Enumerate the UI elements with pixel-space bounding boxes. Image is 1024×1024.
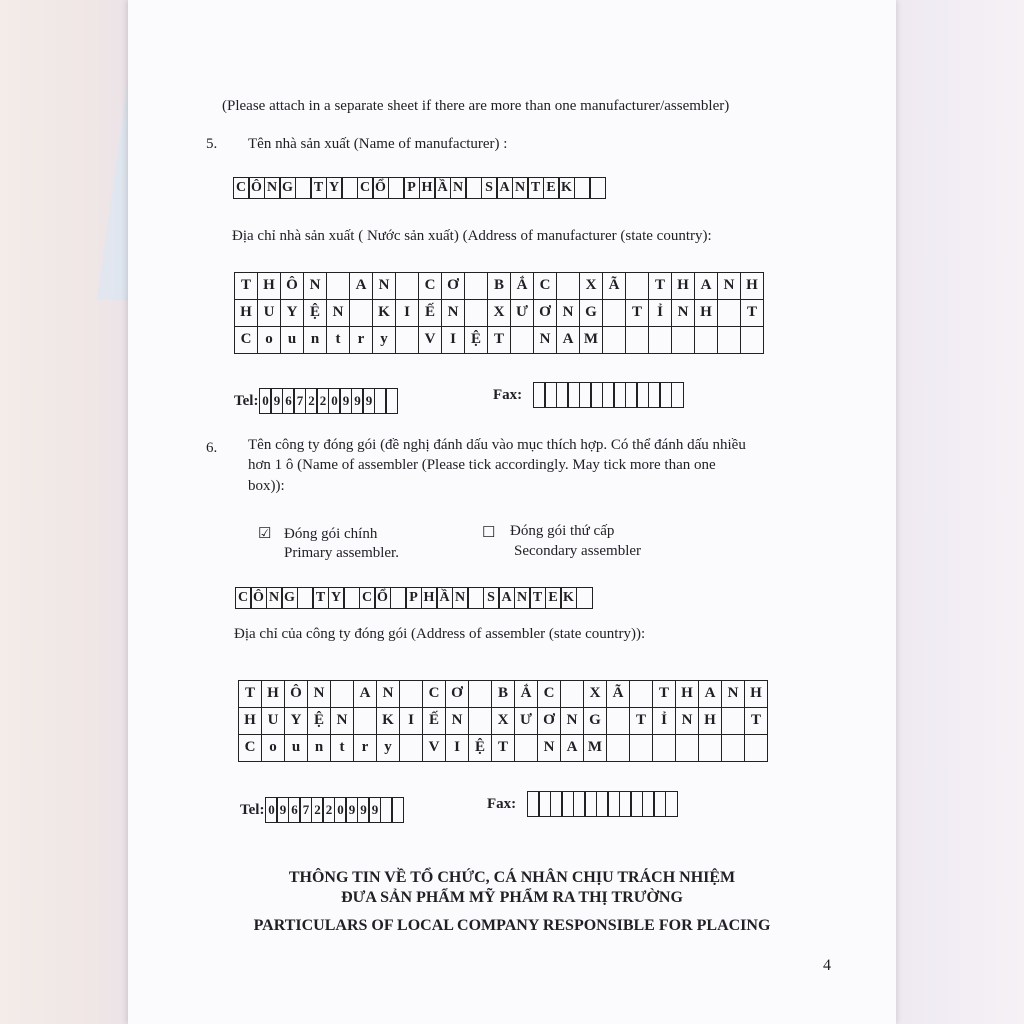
address-cell: u (285, 735, 308, 761)
address-cell: Ỉ (649, 300, 672, 326)
address-cell (561, 681, 584, 707)
letter-box: T (310, 177, 327, 199)
letter-box (343, 587, 360, 609)
address-cell: K (373, 300, 396, 326)
tel-digit-box: 7 (299, 797, 312, 823)
address-cell (511, 327, 534, 353)
address-cell (630, 681, 653, 707)
letter-box: T (312, 587, 329, 609)
letter-box (388, 177, 405, 199)
address-cell: Y (285, 708, 308, 734)
address-cell: Ệ (465, 327, 488, 353)
fax-label: Fax: (493, 386, 523, 403)
address-cell: N (304, 273, 327, 299)
secondary-label-vi: Đóng gói thứ cấp (510, 523, 615, 539)
address-cell: n (308, 735, 331, 761)
address-cell: N (676, 708, 699, 734)
address-cell: H (235, 300, 258, 326)
address-cell (649, 327, 672, 353)
address-cell: C (235, 327, 258, 353)
tel-label: Tel: (240, 801, 265, 818)
secondary-label-en: Secondary assembler (514, 543, 642, 559)
address-cell (745, 735, 768, 761)
letter-box (341, 177, 358, 199)
address-cell: Ã (607, 681, 630, 707)
address-cell: N (331, 708, 354, 734)
address-cell: N (308, 681, 331, 707)
letter-box: E (543, 177, 560, 199)
address-cell (354, 708, 377, 734)
address-cell: I (400, 708, 423, 734)
letter-box: S (483, 587, 500, 609)
address-cell: r (350, 327, 373, 353)
address-cell (469, 681, 492, 707)
address-cell (741, 327, 764, 353)
address-grid-row (239, 735, 768, 761)
address-cell: H (676, 681, 699, 707)
address-cell: H (695, 300, 718, 326)
letter-box (467, 587, 484, 609)
assembler-title-line-3: box)): (248, 478, 285, 494)
address-cell (626, 327, 649, 353)
letter-box: C (357, 177, 374, 199)
letter-box: C (233, 177, 250, 199)
assembler-tel (240, 797, 404, 823)
address-cell: N (446, 708, 469, 734)
letter-box: N (512, 177, 529, 199)
letter-box: Ầ (436, 587, 453, 609)
address-cell: T (653, 681, 676, 707)
heading-line-1: THÔNG TIN VỀ TỔ CHỨC, CÁ NHÂN CHỊU TRÁCH NHIỆM (288, 869, 736, 886)
address-cell (718, 327, 741, 353)
address-cell: t (331, 735, 354, 761)
assembler-title-line-2: hơn 1 ô (Name of assembler (Please tick accordingly. May tick more than one (248, 457, 716, 473)
tel-digit-box: 9 (351, 388, 364, 414)
letter-box: H (419, 177, 436, 199)
address-cell: Ơ (446, 681, 469, 707)
address-cell: G (580, 300, 603, 326)
address-cell: U (262, 708, 285, 734)
assembler-address-label: Địa chỉ của công ty đóng gói (Address of assembler (state country)): (234, 626, 646, 642)
letter-box: Ô (248, 177, 265, 199)
address-cell: N (442, 300, 465, 326)
letter-box: Ổ (374, 587, 391, 609)
address-cell (331, 681, 354, 707)
address-cell: Ư (511, 300, 534, 326)
address-cell (396, 273, 419, 299)
address-cell: X (492, 708, 515, 734)
assembler-fax (487, 791, 678, 817)
tel-digit-box: 0 (334, 797, 347, 823)
address-cell: C (239, 735, 262, 761)
address-cell (695, 327, 718, 353)
assembler-name-boxes (236, 587, 593, 609)
address-cell: G (584, 708, 607, 734)
address-cell: X (488, 300, 511, 326)
tel-digit-box (391, 797, 404, 823)
address-cell (327, 273, 350, 299)
address-cell: A (561, 735, 584, 761)
address-cell: r (354, 735, 377, 761)
address-cell (672, 327, 695, 353)
address-cell: N (718, 273, 741, 299)
address-cell: N (672, 300, 695, 326)
address-cell: N (561, 708, 584, 734)
address-grid-row (235, 273, 764, 300)
letter-box: Ô (250, 587, 267, 609)
address-cell: N (538, 735, 561, 761)
address-cell (607, 735, 630, 761)
address-cell: N (722, 681, 745, 707)
assembler-address-grid (238, 680, 768, 762)
address-cell: Ế (419, 300, 442, 326)
address-cell: y (377, 735, 400, 761)
tel-digit-box: 9 (276, 797, 289, 823)
heading-line-2: ĐƯA SẢN PHẨM MỸ PHẨM RA THỊ TRƯỜNG (341, 889, 683, 906)
address-cell: o (262, 735, 285, 761)
letter-box: N (514, 587, 531, 609)
address-cell (718, 300, 741, 326)
address-cell: n (304, 327, 327, 353)
address-cell: y (373, 327, 396, 353)
fax-digit-box (671, 382, 684, 408)
address-cell: X (584, 681, 607, 707)
address-cell: N (327, 300, 350, 326)
tel-digit-box: 0 (265, 797, 278, 823)
letter-box (574, 177, 591, 199)
address-cell (515, 735, 538, 761)
address-grid-row (239, 708, 768, 735)
address-cell: C (419, 273, 442, 299)
address-cell: T (492, 735, 515, 761)
address-cell (626, 273, 649, 299)
address-grid-row (235, 300, 764, 327)
letter-box: N (450, 177, 467, 199)
address-cell: Ô (281, 273, 304, 299)
address-cell: Ệ (308, 708, 331, 734)
address-cell: Y (281, 300, 304, 326)
address-cell: T (235, 273, 258, 299)
manufacturer-tel (234, 388, 398, 414)
tel-digit-box: 6 (282, 388, 295, 414)
address-cell: Ệ (469, 735, 492, 761)
address-cell: C (534, 273, 557, 299)
address-cell: V (419, 327, 442, 353)
letter-box: C (235, 587, 252, 609)
address-cell: U (258, 300, 281, 326)
address-cell: H (262, 681, 285, 707)
section-5-number: 5. (206, 136, 218, 152)
letter-box: Ổ (372, 177, 389, 199)
letter-box (576, 587, 593, 609)
address-cell (653, 735, 676, 761)
address-cell: T (488, 327, 511, 353)
address-cell: Ơ (442, 273, 465, 299)
address-cell: N (534, 327, 557, 353)
address-cell: N (557, 300, 580, 326)
letter-box: N (452, 587, 469, 609)
letter-box: K (560, 587, 577, 609)
letter-box: A (496, 177, 513, 199)
address-cell: K (377, 708, 400, 734)
tel-digit-box: 6 (288, 797, 301, 823)
address-cell (722, 708, 745, 734)
address-cell: Ã (603, 273, 626, 299)
address-cell: B (492, 681, 515, 707)
address-cell: Ế (423, 708, 446, 734)
address-cell: H (741, 273, 764, 299)
address-cell: I (442, 327, 465, 353)
tel-digit-box: 9 (339, 388, 352, 414)
tel-label: Tel: (234, 392, 259, 409)
address-cell: N (377, 681, 400, 707)
address-cell (630, 735, 653, 761)
assembler-title-line-1: Tên công ty đóng gói (đề nghị đánh dấu vào mục thích hợp. Có thể đánh dấu nhiều (248, 437, 746, 453)
letter-box: T (529, 587, 546, 609)
heading-line-3: PARTICULARS OF LOCAL COMPANY RESPONSIBLE FOR PLACING (253, 917, 771, 934)
letter-box: T (527, 177, 544, 199)
letter-box: N (264, 177, 281, 199)
manufacturer-address-grid (234, 272, 764, 354)
address-cell: A (695, 273, 718, 299)
letter-box: K (558, 177, 575, 199)
address-cell: V (423, 735, 446, 761)
address-cell: t (327, 327, 350, 353)
letter-box: Ầ (434, 177, 451, 199)
address-cell: H (239, 708, 262, 734)
address-cell: A (557, 327, 580, 353)
letter-box: A (498, 587, 515, 609)
address-cell: C (538, 681, 561, 707)
address-cell: Ô (285, 681, 308, 707)
address-cell: H (672, 273, 695, 299)
letter-box: G (279, 177, 296, 199)
tel-digit-box: 9 (362, 388, 375, 414)
tel-digit-box: 9 (270, 388, 283, 414)
address-cell (469, 708, 492, 734)
address-cell: T (630, 708, 653, 734)
address-cell (465, 300, 488, 326)
primary-label-en: Primary assembler. (284, 545, 399, 561)
address-cell: T (649, 273, 672, 299)
fax-label: Fax: (487, 795, 517, 812)
letter-box: Y (326, 177, 343, 199)
address-cell: X (580, 273, 603, 299)
tel-digit-box: 2 (305, 388, 318, 414)
address-grid-row (239, 681, 768, 708)
address-cell (465, 273, 488, 299)
manufacturer-address-label: Địa chỉ nhà sản xuất ( Nước sản xuất) (Address of manufacturer (state country): (232, 228, 712, 244)
manufacturer-name-boxes (234, 177, 606, 199)
address-cell: T (741, 300, 764, 326)
letter-box: E (545, 587, 562, 609)
letter-box: P (405, 587, 422, 609)
address-cell: Ắ (511, 273, 534, 299)
address-cell: Ư (515, 708, 538, 734)
address-cell: Ơ (534, 300, 557, 326)
address-cell: T (239, 681, 262, 707)
letter-box: P (403, 177, 420, 199)
letter-box: N (266, 587, 283, 609)
primary-checkbox[interactable]: ☑ (258, 526, 272, 542)
letter-box (297, 587, 314, 609)
address-cell: T (745, 708, 768, 734)
letter-box: C (359, 587, 376, 609)
address-cell (400, 681, 423, 707)
letter-box (295, 177, 312, 199)
fax-digit-box (665, 791, 678, 817)
attach-note: (Please attach in a separate sheet if there are more than one manufacturer/assembler) (222, 98, 730, 114)
address-cell: I (446, 735, 469, 761)
address-cell: C (423, 681, 446, 707)
address-cell: T (626, 300, 649, 326)
tel-digit-box: 9 (368, 797, 381, 823)
letter-box (465, 177, 482, 199)
letter-box: H (421, 587, 438, 609)
address-cell: B (488, 273, 511, 299)
address-cell: o (258, 327, 281, 353)
address-cell (350, 300, 373, 326)
address-cell: N (373, 273, 396, 299)
manufacturer-fax (493, 382, 684, 408)
address-cell: H (258, 273, 281, 299)
address-cell: Ệ (304, 300, 327, 326)
address-cell: A (350, 273, 373, 299)
address-cell: Ắ (515, 681, 538, 707)
tel-digit-box: 0 (259, 388, 272, 414)
address-cell: A (699, 681, 722, 707)
address-cell: M (584, 735, 607, 761)
address-cell (603, 300, 626, 326)
page-number: 4 (823, 957, 831, 974)
secondary-checkbox[interactable]: ☐ (482, 525, 496, 541)
letter-box: Y (328, 587, 345, 609)
tel-digit-box: 0 (328, 388, 341, 414)
tel-digit-box: 2 (311, 797, 324, 823)
manufacturer-name-label: Tên nhà sản xuất (Name of manufacturer) : (248, 136, 508, 152)
address-cell (603, 327, 626, 353)
address-cell (676, 735, 699, 761)
letter-box (390, 587, 407, 609)
address-cell (607, 708, 630, 734)
address-cell: M (580, 327, 603, 353)
tel-digit-box: 2 (316, 388, 329, 414)
tel-digit-box: 9 (357, 797, 370, 823)
primary-label-vi: Đóng gói chính (284, 526, 378, 542)
tel-digit-box: 9 (345, 797, 358, 823)
address-cell: Ỉ (653, 708, 676, 734)
tel-digit-box: 7 (293, 388, 306, 414)
address-cell: I (396, 300, 419, 326)
address-grid-row (235, 327, 764, 353)
letter-box: S (481, 177, 498, 199)
address-cell: H (745, 681, 768, 707)
address-cell (400, 735, 423, 761)
letter-box: G (281, 587, 298, 609)
tel-digit-box (385, 388, 398, 414)
address-cell: H (699, 708, 722, 734)
address-cell (699, 735, 722, 761)
address-cell (557, 273, 580, 299)
address-cell: u (281, 327, 304, 353)
letter-box (589, 177, 606, 199)
address-cell: Ơ (538, 708, 561, 734)
address-cell: A (354, 681, 377, 707)
address-cell (722, 735, 745, 761)
address-cell (396, 327, 419, 353)
section-6-number: 6. (206, 440, 218, 456)
tel-digit-box: 2 (322, 797, 335, 823)
